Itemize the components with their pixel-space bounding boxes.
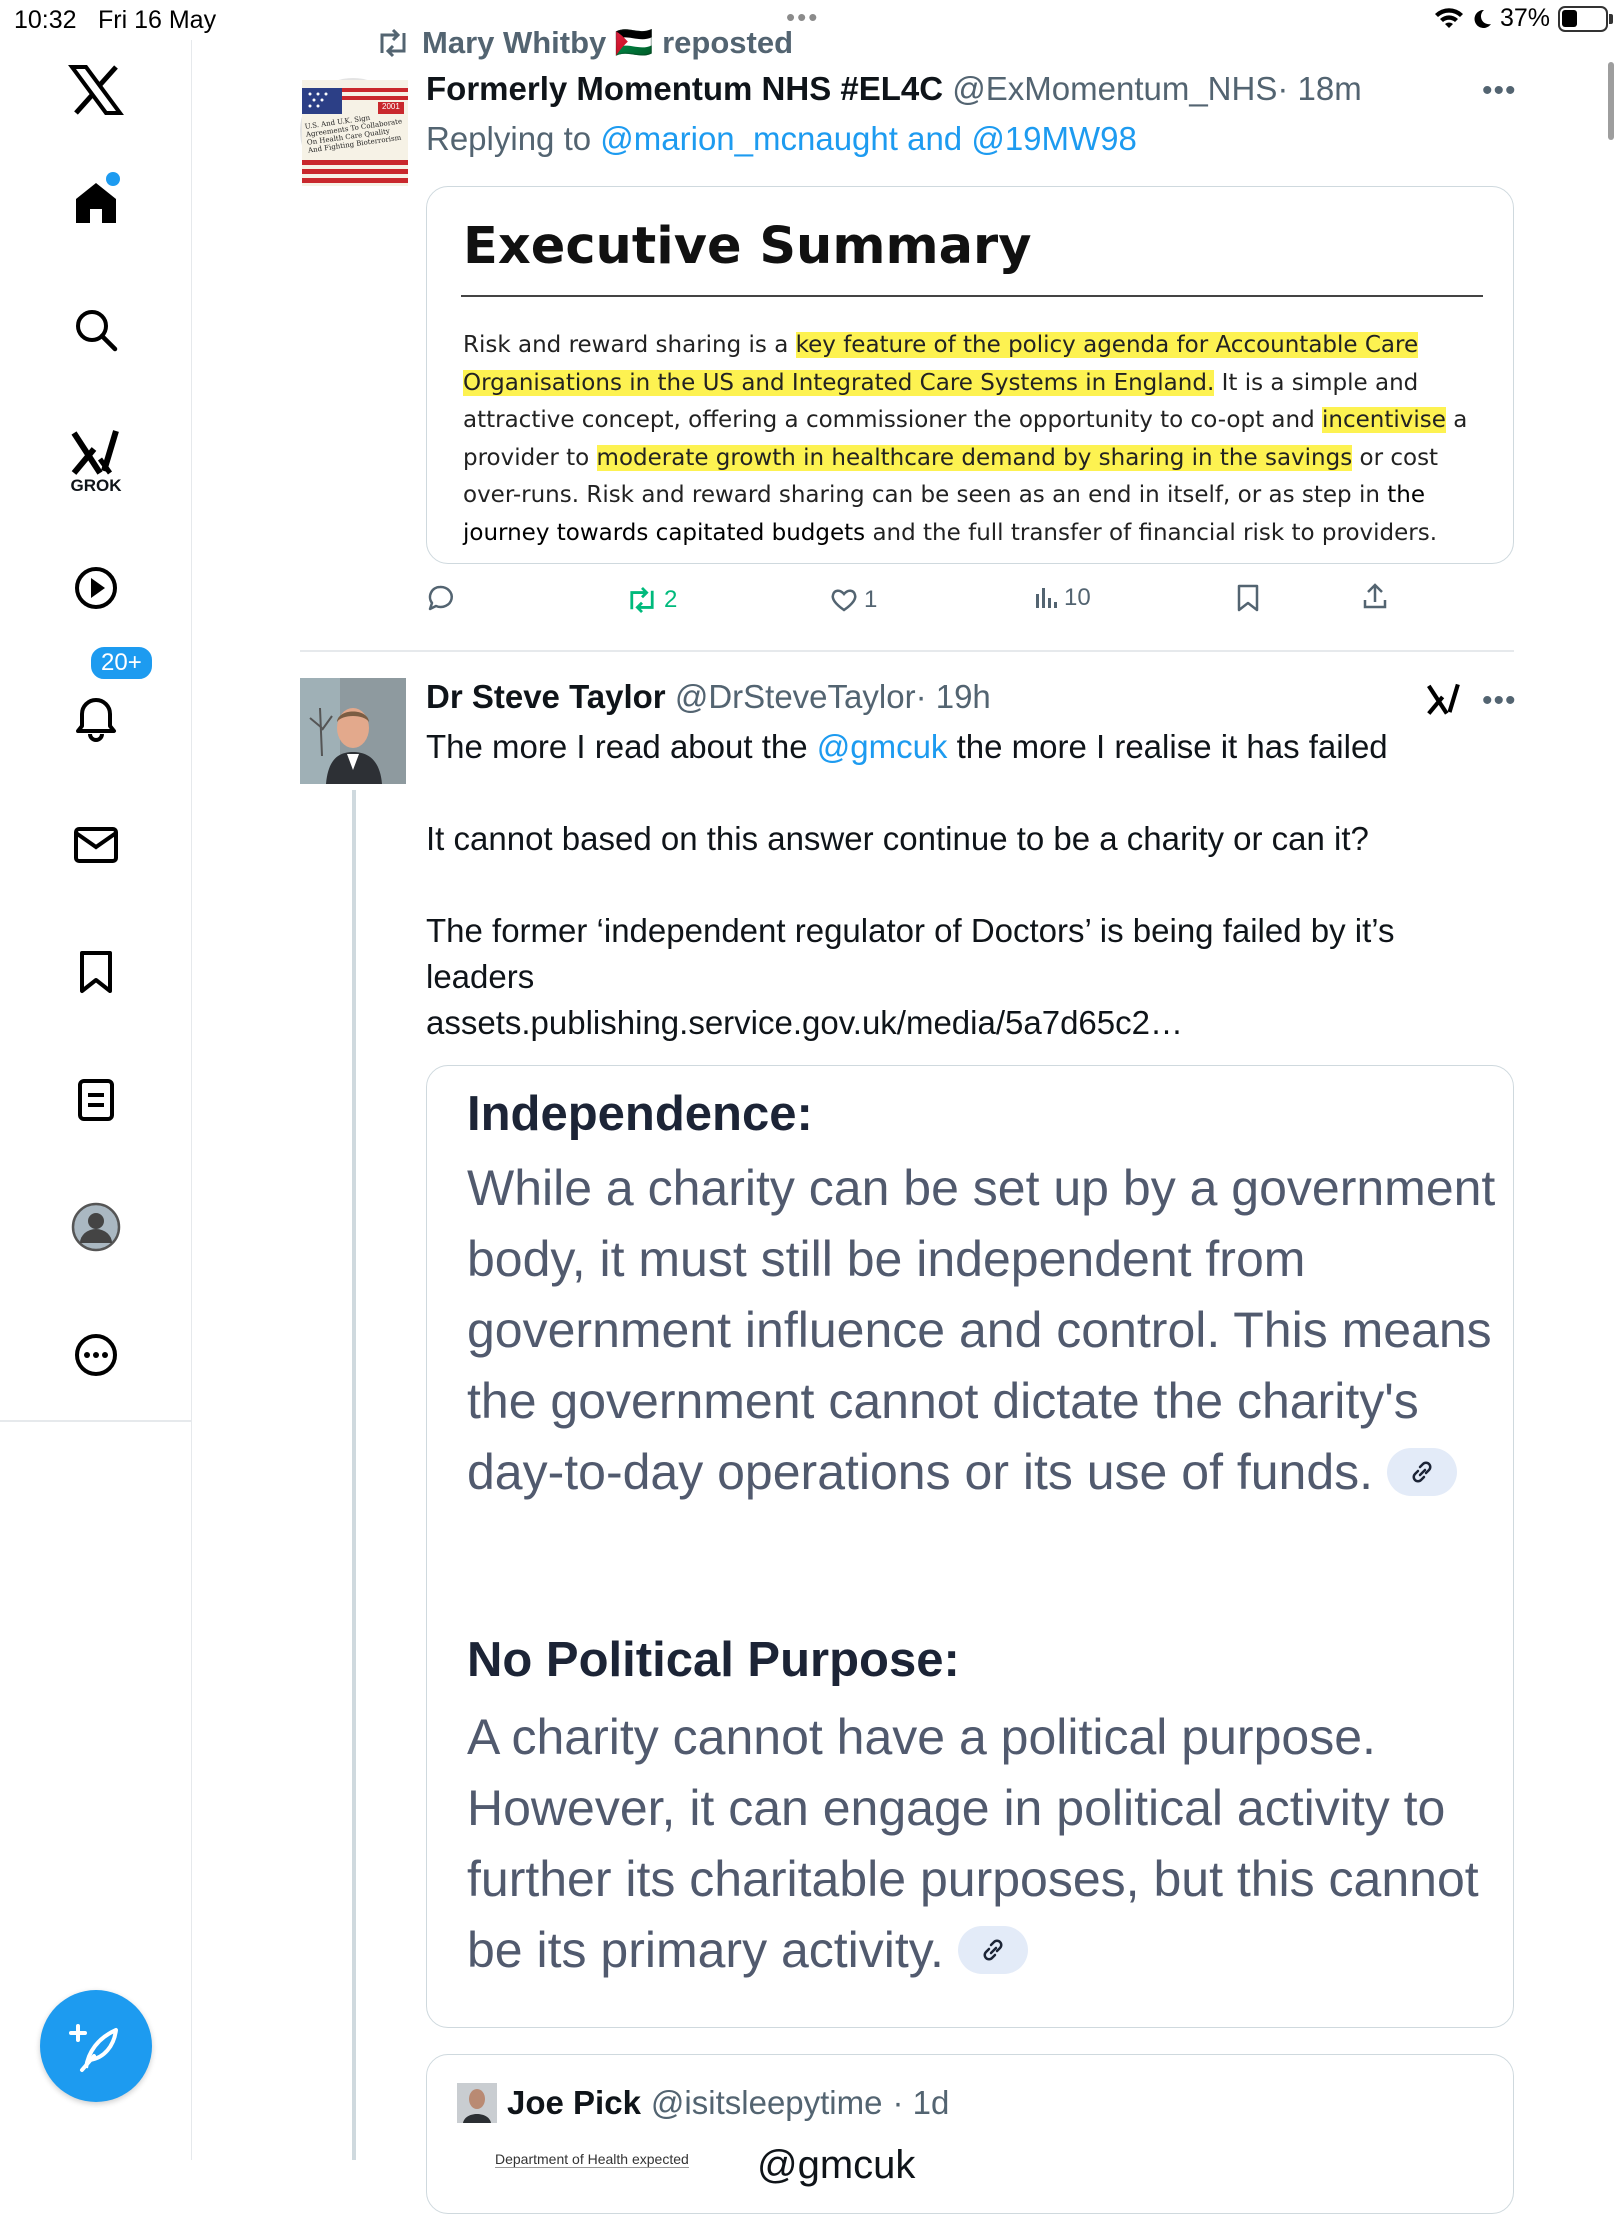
battery-icon — [1558, 6, 1608, 32]
section-title-independence: Independence: — [467, 1087, 813, 1141]
section-body-political — [467, 1702, 1497, 1986]
quoted-post-header — [457, 2083, 949, 2123]
repost-label[interactable]: Mary Whitby 🇵🇸 reposted — [422, 25, 794, 60]
heart-icon — [830, 587, 858, 613]
status-time: 10:32 — [14, 6, 77, 34]
views-chart-icon — [1034, 586, 1058, 610]
replying-to-line — [426, 120, 1137, 158]
like-button[interactable] — [830, 586, 877, 614]
link-chip-icon[interactable] — [958, 1926, 1028, 1974]
link-chip-icon[interactable] — [1387, 1448, 1457, 1496]
author-handle[interactable]: @DrSteveTaylor — [674, 678, 916, 715]
repost-count: 2 — [664, 586, 678, 613]
author-name[interactable]: Dr Steve Taylor — [426, 678, 666, 715]
image-highlight-1: key feature of the policy agenda for Accountable Care Organisations in the US and Integrated Care Systems in England. — [463, 332, 1419, 396]
section-body-independence — [467, 1153, 1497, 1508]
quoted-image-text: Department of Health expected — [495, 2151, 689, 2167]
profile-avatar-icon[interactable] — [66, 1197, 126, 1257]
more-options-icon[interactable] — [66, 1325, 126, 1385]
tweet2-paragraph-2: It cannot based on this answer continue to be a charity or can it? — [426, 820, 1369, 857]
repost-icon — [376, 29, 410, 57]
image-text-2: It is a simple and attractive concept, offering a commissioner the opportunity to co-opt and — [463, 369, 1419, 433]
section-body-text: While a charity can be set up by a government body, it must still be independent from government influence and control. This means the government cannot dictate the charity's day-to-day operations or its use of funds. — [467, 1160, 1496, 1500]
tweet2-text: the more I realise it has failed — [947, 728, 1388, 765]
notifications-bell-icon[interactable] — [66, 686, 126, 746]
post-time[interactable]: · 18m — [1277, 70, 1362, 107]
tweet2-paragraph-1 — [426, 724, 1486, 770]
share-button[interactable] — [1362, 582, 1388, 610]
tweet2-paragraph-3: The former ‘independent regulator of Doctors’ is being failed by it’s leaders — [426, 912, 1395, 995]
compose-post-button[interactable] — [40, 1990, 152, 2102]
home-notification-dot — [106, 172, 120, 186]
share-icon — [1362, 582, 1388, 610]
status-right — [1434, 4, 1608, 33]
repost-header — [376, 24, 793, 61]
image-text-4: or cost over-runs. Risk and reward sharing can be seen as an end in itself, or as step in — [463, 444, 1439, 508]
charity-rules-image[interactable] — [426, 1065, 1514, 2028]
moon-icon — [1472, 8, 1492, 30]
post-more-icon[interactable]: ••• — [1482, 684, 1517, 717]
bookmarks-icon[interactable] — [66, 942, 126, 1002]
avatar-headline: U.S. And U.K. Sign Agreements To Collaborate On Health Care Quality And Fighting Bioterrorism — [304, 113, 403, 155]
sidebar-separator — [0, 1420, 192, 1422]
image-body — [463, 327, 1493, 552]
status-date: Fri 16 May — [98, 6, 217, 34]
post-more-icon[interactable]: ••• — [1482, 74, 1517, 107]
bookmark-icon — [1236, 584, 1260, 612]
author-handle[interactable]: @ExMomentum_NHS — [952, 70, 1278, 107]
quoted-post-time: · 1d — [892, 2084, 950, 2121]
image-text-5: the journey towards capitated budgets — [463, 482, 1425, 546]
feather-plus-icon — [68, 2018, 124, 2074]
reply-button[interactable] — [426, 584, 454, 612]
image-text-3: a provider to — [463, 407, 1468, 471]
video-play-icon[interactable] — [66, 558, 126, 618]
section-body-text: A charity cannot have a political purpose. However, it can engage in political activity to further its charitable purposes, but this cannot be its primary activity. — [467, 1709, 1479, 1978]
tweet1-header — [426, 70, 1362, 108]
post-time[interactable]: · 19h — [915, 678, 991, 715]
tweet2-text: The more I read about the — [426, 728, 817, 765]
like-count: 1 — [864, 586, 878, 613]
notifications-badge: 20+ — [88, 644, 155, 682]
thread-line — [352, 790, 356, 2160]
external-link[interactable]: assets.publishing.service.gov.uk/media/5a7d65c2… — [426, 1004, 1183, 1041]
author-name[interactable]: Formerly Momentum NHS #EL4C — [426, 70, 944, 107]
exec-summary-image[interactable] — [426, 186, 1514, 564]
scrollbar[interactable] — [1608, 62, 1614, 140]
quoted-author-handle[interactable]: @isitsleepytime — [650, 2084, 883, 2121]
tweet2-header — [426, 678, 991, 716]
replying-prefix: Replying to — [426, 120, 592, 157]
messages-envelope-icon[interactable] — [66, 815, 126, 875]
quoted-author-name[interactable]: Joe Pick — [507, 2084, 641, 2121]
avatar-year: 2001 — [382, 102, 400, 111]
mention-link[interactable]: @gmcuk — [816, 728, 948, 765]
repost-icon — [626, 587, 658, 613]
image-title: Executive Summary — [463, 217, 1032, 276]
quoted-author-avatar — [457, 2083, 497, 2123]
quoted-mention: @gmcuk — [757, 2143, 916, 2187]
image-highlight-3: moderate growth in healthcare demand by sharing in the savings — [596, 444, 1353, 471]
author-avatar[interactable] — [300, 678, 406, 784]
image-text-6: and the full transfer of financial risk to providers. — [865, 519, 1438, 546]
tweet1-actions — [426, 582, 1426, 622]
views-button[interactable] — [1034, 584, 1091, 612]
repost-button[interactable] — [626, 586, 677, 614]
grok-icon[interactable] — [66, 422, 126, 482]
views-count: 10 — [1064, 584, 1091, 611]
reply-icon — [426, 584, 454, 612]
section-title-political: No Political Purpose: — [467, 1633, 960, 1687]
wifi-icon — [1434, 7, 1464, 31]
image-rule — [461, 295, 1483, 297]
search-icon[interactable] — [66, 300, 126, 360]
image-highlight-2: incentivise — [1322, 407, 1446, 433]
grok-explain-icon[interactable] — [1426, 680, 1462, 723]
status-bar — [0, 0, 1620, 40]
x-logo-icon[interactable] — [66, 60, 126, 120]
tweet-divider — [300, 650, 1514, 652]
bookmark-button[interactable] — [1236, 584, 1260, 612]
multitasking-dots-icon[interactable]: ••• — [786, 2, 820, 32]
grok-label[interactable]: GROK — [70, 476, 122, 495]
image-text-1: Risk and reward sharing is a — [463, 332, 796, 358]
battery-percent: 37% — [1499, 4, 1550, 32]
lists-icon[interactable] — [66, 1070, 126, 1130]
author-avatar[interactable] — [300, 78, 406, 184]
replying-to-mentions[interactable]: @marion_mcnaught and @19MW98 — [600, 120, 1137, 157]
quoted-post[interactable] — [426, 2054, 1514, 2214]
